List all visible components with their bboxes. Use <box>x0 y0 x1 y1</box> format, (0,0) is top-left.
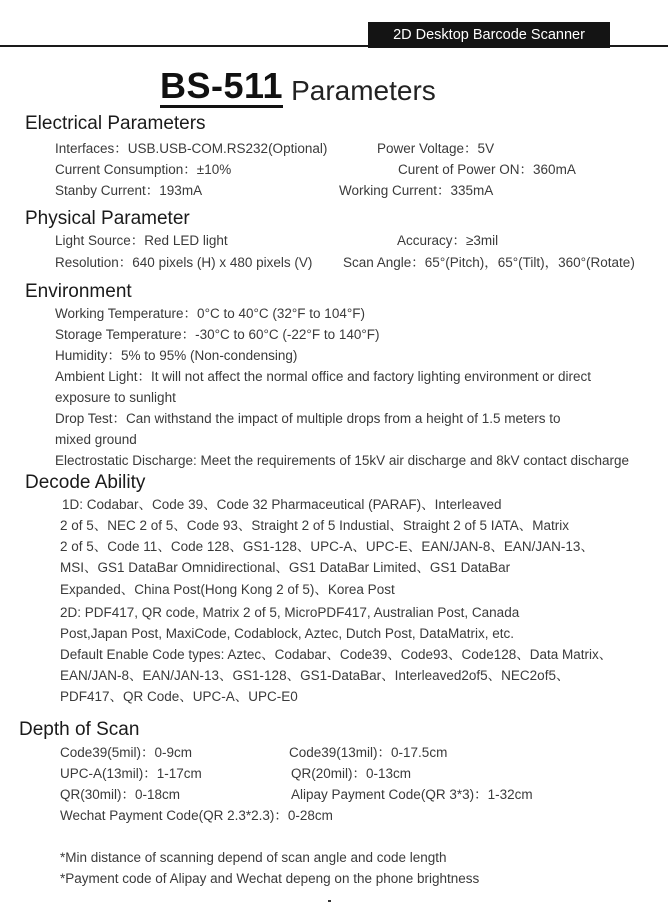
depth-upca-13mil: UPC-A(13mil)：1-17cm <box>60 766 202 781</box>
depth-heading: Depth of Scan <box>19 719 140 740</box>
humidity: Humidity：5% to 95% (Non-condensing) <box>55 348 298 363</box>
depth-code39-13mil: Code39(13mil)：0-17.5cm <box>289 745 448 760</box>
accuracy: Accuracy：≥3mil <box>397 233 499 248</box>
depth-qr-20mil: QR(20mil)：0-13cm <box>291 766 412 781</box>
decode-line: MSI、GS1 DataBar Omnidirectional、GS1 DataBar Limited、GS1 DataBar <box>60 560 511 575</box>
ambient-light-cont: exposure to sunlight <box>55 390 176 405</box>
decode-line: 1D: Codabar、Code 39、Code 32 Pharmaceutical (PARAF)、Interleaved <box>62 497 502 512</box>
header-tab: 2D Desktop Barcode Scanner <box>368 22 610 48</box>
electrical-heading: Electrical Parameters <box>25 113 206 134</box>
storage-temperature: Storage Temperature：-30°C to 60°C (-22°F to 140°F) <box>55 327 380 342</box>
interfaces: Interfaces：USB.USB-COM.RS232(Optional) <box>55 141 328 156</box>
decode-line: Expanded、China Post(Hong Kong 2 of 5)、Korea Post <box>60 582 395 597</box>
scan-angle: Scan Angle：65°(Pitch)，65°(Tilt)，360°(Rotate) <box>343 255 635 270</box>
note-min-distance: *Min distance of scanning depend of scan angle and code length <box>60 850 447 865</box>
title-suffix: Parameters <box>291 75 436 106</box>
decode-line: Post,Japan Post, MaxiCode, Codablock, Aztec, Dutch Post, DataMatrix, etc. <box>60 626 514 641</box>
environment-heading: Environment <box>25 281 132 302</box>
page-title <box>160 62 436 108</box>
decode-line: Default Enable Code types: Aztec、Codabar、Code39、Code93、Code128、Data Matrix、 <box>60 647 613 662</box>
drop-test-cont: mixed ground <box>55 432 137 447</box>
decode-line: 2 of 5、Code 11、Code 128、GS1-128、UPC-A、UPC-E、EAN/JAN-8、EAN/JAN-13、 <box>60 539 594 554</box>
working-temperature: Working Temperature：0°C to 40°C (32°F to 104°F) <box>55 306 365 321</box>
resolution: Resolution：640 pixels (H) x 480 pixels (V) <box>55 255 313 270</box>
depth-code39-5mil: Code39(5mil)：0-9cm <box>60 745 193 760</box>
ambient-light: Ambient Light：It will not affect the normal office and factory lighting environment or direct <box>55 369 592 384</box>
electrostatic-discharge: Electrostatic Discharge: Meet the requirements of 15kV air discharge and 8kV contact discharge <box>55 453 630 468</box>
decode-line: 2 of 5、NEC 2 of 5、Code 93、Straight 2 of 5 Industial、Straight 2 of 5 IATA、Matrix <box>60 518 569 533</box>
current-consumption: Current Consumption：±10% <box>55 162 232 177</box>
depth-wechat: Wechat Payment Code(QR 2.3*2.3)：0-28cm <box>60 808 333 823</box>
standby-current: Stanby Current：193mA <box>55 183 203 198</box>
current-power-on: Curent of Power ON：360mA <box>398 162 576 177</box>
depth-alipay: Alipay Payment Code(QR 3*3)：1-32cm <box>291 787 533 802</box>
working-current: Working Current：335mA <box>339 183 494 198</box>
light-source: Light Source：Red LED light <box>55 233 228 248</box>
decode-line: PDF417、QR Code、UPC-A、UPC-E0 <box>60 689 298 704</box>
decode-line: EAN/JAN-8、EAN/JAN-13、GS1-128、GS1-DataBar、Interleaved2of5、NEC2of5、 <box>60 668 570 683</box>
physical-heading: Physical Parameter <box>25 208 190 229</box>
page-mark <box>328 900 331 902</box>
decode-line: 2D: PDF417, QR code, Matrix 2 of 5, MicroPDF417, Australian Post, Canada <box>60 605 520 620</box>
decode-heading: Decode Ability <box>25 472 146 493</box>
note-payment-brightness: *Payment code of Alipay and Wechat depeng on the phone brightness <box>60 871 480 886</box>
drop-test: Drop Test：Can withstand the impact of multiple drops from a height of 1.5 meters to <box>55 411 561 426</box>
power-voltage: Power Voltage：5V <box>377 141 495 156</box>
model-name: BS-511 <box>160 65 284 106</box>
depth-qr-30mil: QR(30mil)：0-18cm <box>60 787 181 802</box>
